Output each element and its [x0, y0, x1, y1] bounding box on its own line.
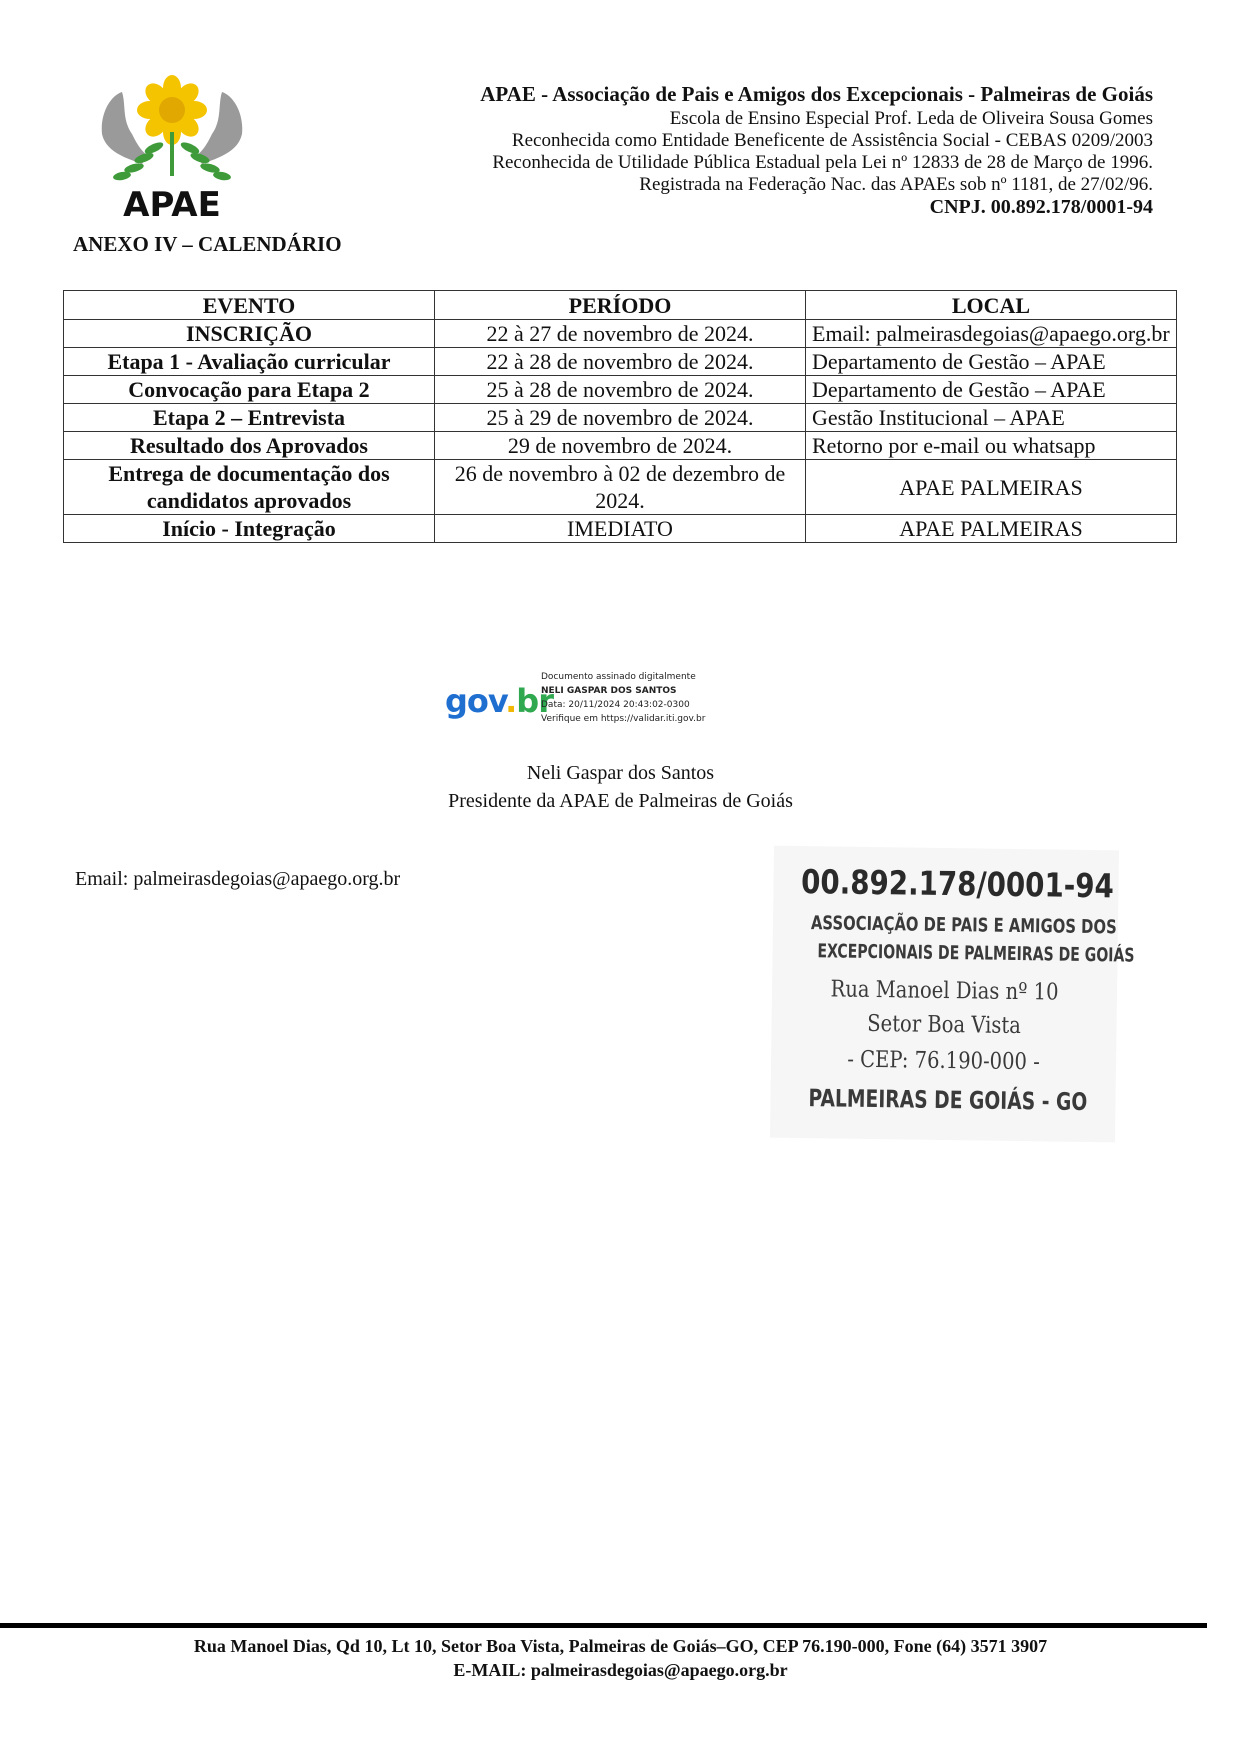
- cell-local: Departamento de Gestão – APAE: [806, 348, 1177, 376]
- apae-logo: [92, 74, 252, 224]
- cnpj-line: CNPJ. 00.892.178/0001-94: [929, 196, 1153, 218]
- cell-evento: INSCRIÇÃO: [64, 320, 435, 348]
- cell-local: Email: palmeirasdegoias@apaego.org.br: [806, 320, 1177, 348]
- cell-periodo: 29 de novembro de 2024.: [435, 432, 806, 460]
- stamp-city: PALMEIRAS DE GOIÁS - GO: [808, 1084, 1088, 1117]
- apae-flower-hands-icon: [92, 74, 252, 224]
- stamp-org-line1: ASSOCIAÇÃO DE PAIS E AMIGOS DOS: [810, 912, 1117, 939]
- cell-local: Departamento de Gestão – APAE: [806, 376, 1177, 404]
- column-header-local: LOCAL: [806, 291, 1177, 320]
- cell-periodo: 26 de novembro à 02 de dezembro de 2024.: [435, 460, 806, 515]
- cell-periodo: 25 à 29 de novembro de 2024.: [435, 404, 806, 432]
- document-title: ANEXO IV – CALENDÁRIO: [73, 232, 342, 256]
- signature-verify-link[interactable]: Verifique em https://validar.iti.gov.br: [541, 714, 706, 724]
- stamp-cnpj: 00.892.178/0001-94: [800, 861, 1115, 906]
- table-row: [64, 348, 1177, 376]
- school-name: Escola de Ensino Especial Prof. Leda de Oliveira Sousa Gomes: [669, 108, 1153, 129]
- cell-evento: Resultado dos Aprovados: [64, 432, 435, 460]
- cell-periodo: 22 à 27 de novembro de 2024.: [435, 320, 806, 348]
- gov-br-logo: gov.br: [445, 682, 553, 720]
- cell-evento: Convocação para Etapa 2: [64, 376, 435, 404]
- contact-email: Email: palmeirasdegoias@apaego.org.br: [75, 868, 401, 890]
- letterhead: [480, 84, 1153, 217]
- signer-name: Neli Gaspar dos Santos: [526, 762, 715, 784]
- logo-text: APAE: [123, 185, 221, 224]
- cebas-line: Reconhecida como Entidade Beneficente de Assistência Social - CEBAS 0209/2003: [511, 130, 1153, 151]
- cell-evento: Etapa 2 – Entrevista: [64, 404, 435, 432]
- org-name: APAE - Associação de Pais e Amigos dos Excepcionais - Palmeiras de Goiás: [480, 82, 1153, 106]
- cell-evento: Etapa 1 - Avaliação curricular: [64, 348, 435, 376]
- signature-name: NELI GASPAR DOS SANTOS: [541, 686, 677, 696]
- cell-periodo: 25 à 28 de novembro de 2024.: [435, 376, 806, 404]
- cell-periodo: 22 à 28 de novembro de 2024.: [435, 348, 806, 376]
- table-row: [64, 404, 1177, 432]
- signature-date: Data: 20/11/2024 20:43:02-0300: [541, 700, 690, 710]
- table-row: [64, 515, 1177, 543]
- stamp-district: Setor Boa Vista: [867, 1010, 1022, 1040]
- footer-divider: [0, 1623, 1207, 1628]
- footer-email: E-MAIL: palmeirasdegoias@apaego.org.br: [453, 1660, 788, 1680]
- federation-line: Registrada na Federação Nac. das APAEs sob nº 1181, de 27/02/96.: [639, 174, 1153, 195]
- stamp-street: Rua Manoel Dias nº 10: [830, 976, 1059, 1006]
- table-row: [64, 460, 1177, 515]
- table-row: [64, 376, 1177, 404]
- table-row: [64, 432, 1177, 460]
- column-header-periodo: PERÍODO: [435, 291, 806, 320]
- signer-role: Presidente da APAE de Palmeiras de Goiás: [448, 790, 793, 812]
- cnpj-stamp: [770, 846, 1135, 1143]
- cell-evento: Início - Integração: [64, 515, 435, 543]
- stamp-cep: - CEP: 76.190-000 -: [847, 1046, 1040, 1076]
- public-utility-line: Reconhecida de Utilidade Pública Estadual pela Lei nº 12833 de 28 de Março de 1996.: [492, 152, 1153, 173]
- cell-local: APAE PALMEIRAS: [806, 460, 1177, 515]
- calendar-table: [63, 290, 1177, 543]
- stamp-org-line2: EXCEPCIONAIS DE PALMEIRAS DE GOIÁS: [817, 940, 1135, 967]
- cell-local: Retorno por e-mail ou whatsapp: [806, 432, 1177, 460]
- footer-address: Rua Manoel Dias, Qd 10, Lt 10, Setor Boa Vista, Palmeiras de Goiás–GO, CEP 76.190-000, Fone (64) 3571 3907: [193, 1636, 1048, 1656]
- cell-evento: Entrega de documentação dos candidatos aprovados: [64, 460, 435, 515]
- digital-signature: [445, 662, 765, 732]
- column-header-evento: EVENTO: [64, 291, 435, 320]
- table-row: [64, 320, 1177, 348]
- cell-local: APAE PALMEIRAS: [806, 515, 1177, 543]
- cell-local: Gestão Institucional – APAE: [806, 404, 1177, 432]
- signature-info: [541, 670, 705, 726]
- cell-periodo: IMEDIATO: [435, 515, 806, 543]
- signature-caption: Documento assinado digitalmente: [541, 672, 696, 682]
- table-header-row: [64, 291, 1177, 320]
